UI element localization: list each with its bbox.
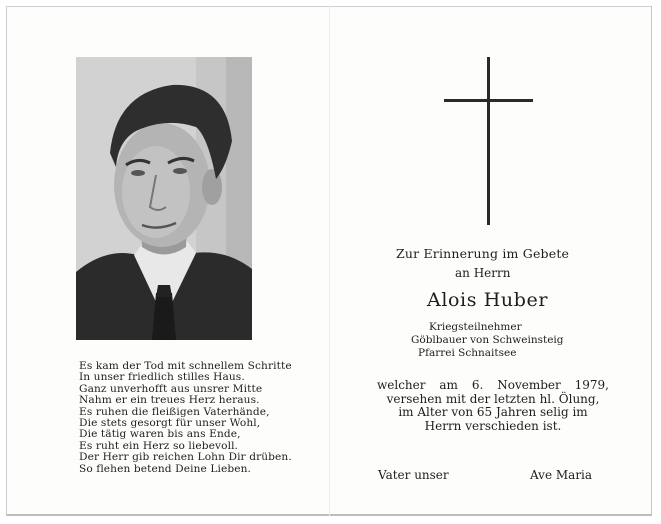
death-word: am [439, 378, 458, 392]
death-notice [377, 379, 609, 433]
prayer-vater-unser: Vater unser [378, 468, 449, 482]
deceased-name: Alois Huber [427, 289, 548, 311]
card-fold [329, 6, 330, 516]
descriptor-farm: Göblbauer von Schweinsteig [411, 334, 564, 346]
poem-line: Nahm er ein treues Herz heraus. [79, 394, 260, 407]
salutation: an Herrn [455, 266, 511, 280]
descriptor-veteran: Kriegsteilnehmer [429, 321, 522, 333]
death-line-2: versehen mit der letzten hl. Ölung, [386, 391, 600, 406]
poem-line: Die stets gesorgt für unser Wohl, [79, 417, 261, 430]
poem-line: Der Herr gib reichen Lohn Dir drüben. [79, 451, 292, 464]
death-line-1 [377, 379, 609, 393]
poem [79, 361, 292, 475]
poem-line: In unser friedlich stilles Haus. [79, 371, 245, 384]
poem-line: Die tätig waren bis ans Ende, [79, 428, 241, 441]
descriptor-parish: Pfarrei Schnaitsee [418, 347, 517, 359]
poem-line: Es kam der Tod mit schnellem Schritte [79, 360, 292, 372]
poem-line: Es ruhen die fleißigen Vaterhände, [79, 405, 270, 418]
poem-line: So flehen betend Deine Lieben. [79, 462, 251, 475]
cross-icon-bar [444, 99, 533, 102]
death-word: 1979, [574, 378, 609, 392]
portrait-photo [76, 57, 252, 340]
cross-icon [487, 57, 490, 225]
death-word: welcher [377, 378, 426, 392]
death-word: 6. [471, 378, 484, 392]
poem-line: Ganz unverhofft aus unsrer Mitte [79, 382, 263, 395]
death-line-3: im Alter von 65 Jahren selig im [398, 405, 588, 420]
prayer-ave-maria: Ave Maria [530, 468, 593, 482]
death-line-4: Herrn verschieden ist. [424, 418, 562, 433]
memorial-heading: Zur Erinnerung im Gebete [396, 246, 570, 261]
poem-line: Es ruht ein Herz so liebevoll. [79, 439, 239, 452]
death-word: November [497, 378, 561, 392]
